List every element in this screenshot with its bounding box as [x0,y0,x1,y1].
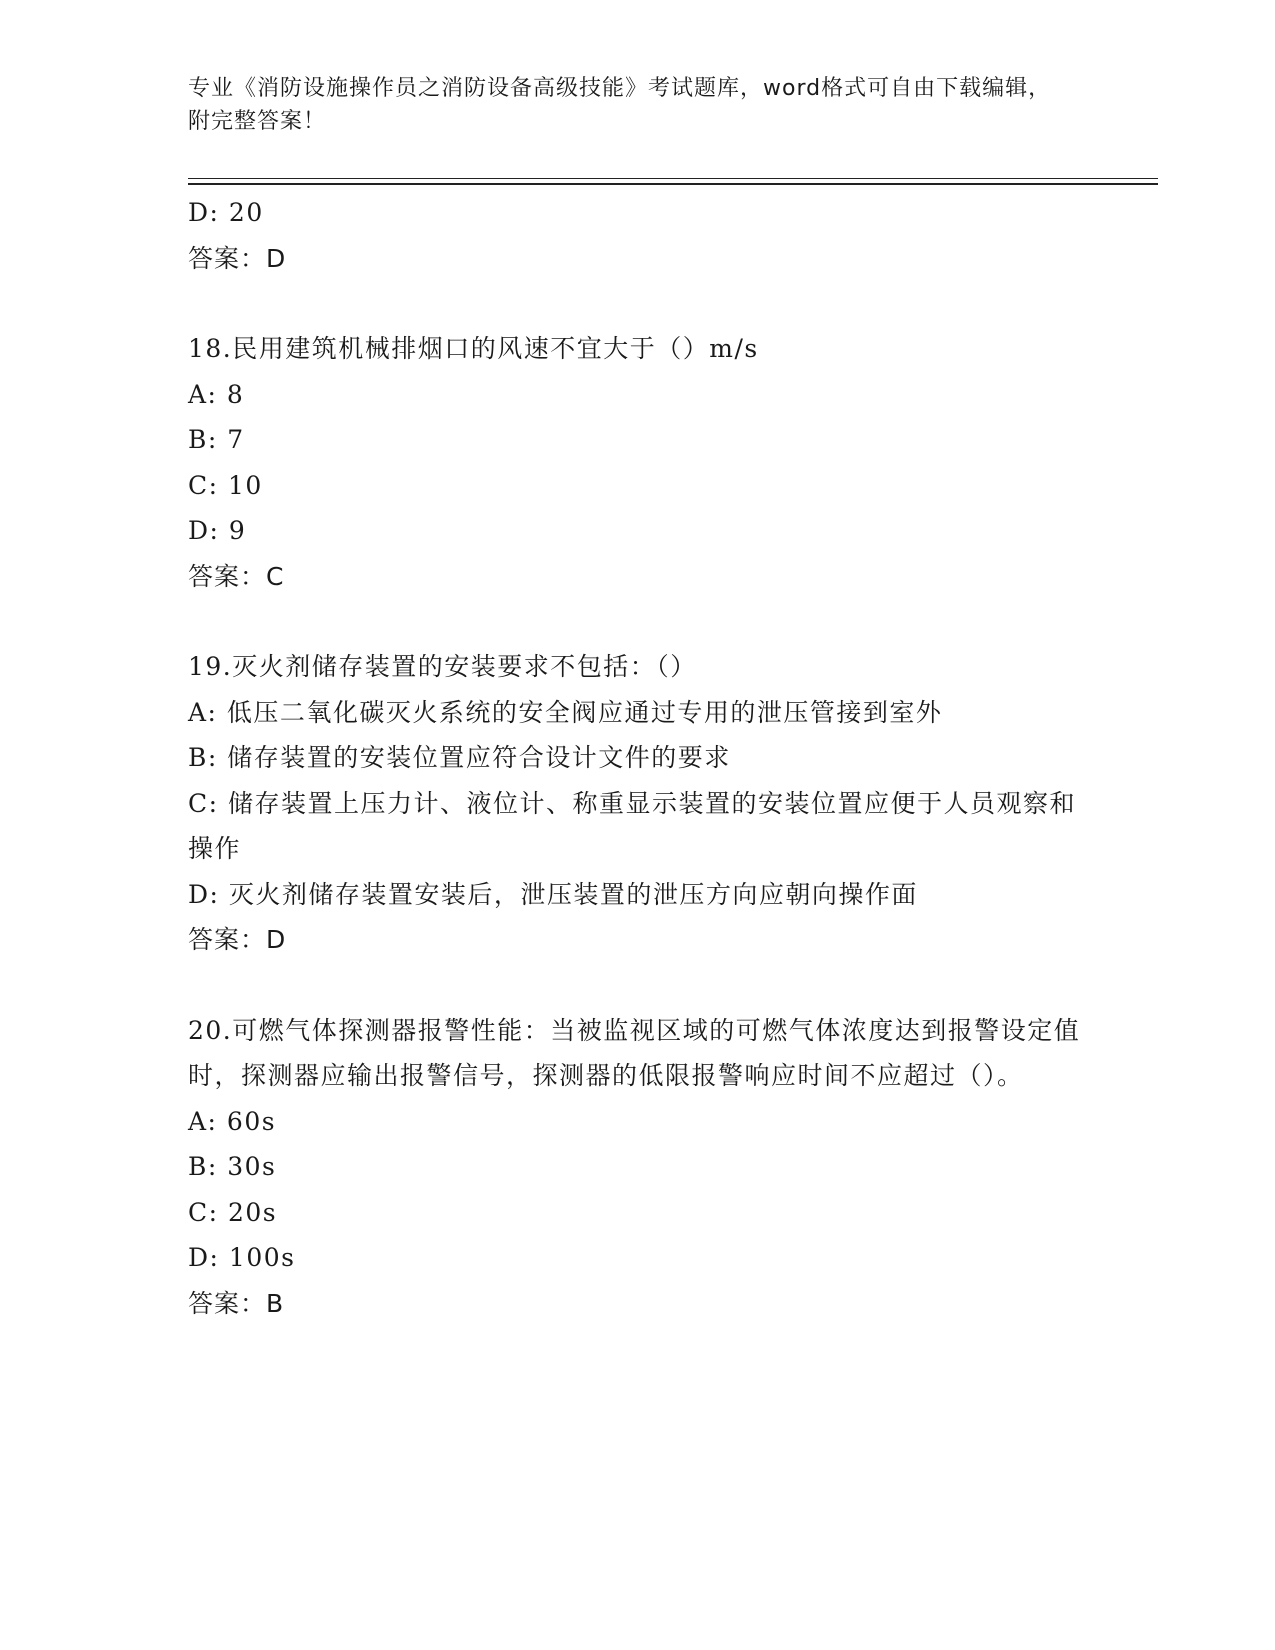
option-c: C: 储存装置上压力计、液位计、称重显示装置的安装位置应便于人员观察和操作 [188,788,1077,863]
document-header: 专业《消防设施操作员之消防设备高级技能》考试题库，word格式可自由下载编辑，附完整答案！ [188,76,1052,134]
header-rule-thin [188,178,1158,179]
option-c: C: 10 [188,470,263,500]
question-list [188,190,1088,1326]
option-b: B: 储存装置的安装位置应符合设计文件的要求 [188,743,731,772]
answer: 答案：B [188,1288,285,1318]
question-stem: 20.可燃气体探测器报警性能：当被监视区域的可燃气体浓度达到报警设定值时，探测器应输出报警信号，探测器的低限报警响应时间不应超过（）。 [188,1015,1081,1090]
question-stem: 19.灭火剂储存装置的安装要求不包括：（） [188,652,697,681]
option-a: A: 60s [188,1106,277,1136]
option-a: A: 8 [188,379,245,409]
option-b: B: 7 [188,425,245,454]
prev-question-answer: 答案：D [188,243,287,273]
option-a: A: 低压二氧化碳灭火系统的安全阀应通过专用的泄压管接到室外 [188,697,943,727]
option-d: D: 100s [188,1243,296,1272]
option-c: C: 20s [188,1197,278,1227]
answer: 答案：D [188,925,287,954]
option-d: D: 灭火剂储存装置安装后，泄压装置的泄压方向应朝向操作面 [188,879,918,909]
answer: 答案：C [188,561,285,591]
question-20 [188,1008,1088,1327]
question-stem: 18.民用建筑机械排烟口的风速不宜大于（）m/s [188,334,759,363]
header-rule-thick [188,183,1158,185]
question-18 [188,326,1088,599]
prev-question-option-d: D: 20 [188,198,264,227]
question-19 [188,644,1088,963]
option-d: D: 9 [188,516,247,545]
option-b: B: 30s [188,1152,277,1181]
